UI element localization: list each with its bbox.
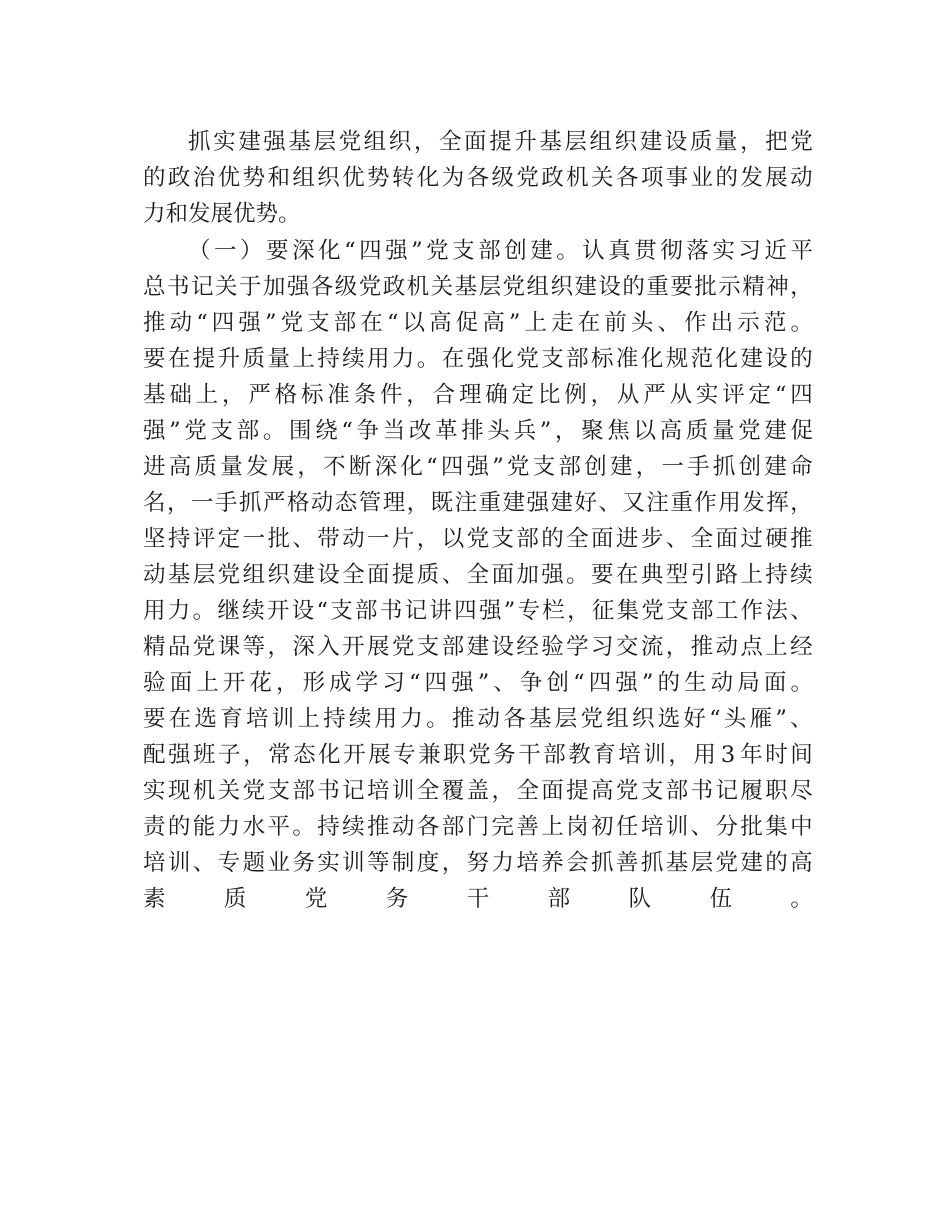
paragraph-line: 素 质 党 务 干 部 队 伍 。	[143, 886, 813, 912]
paragraph-line: （ 一 ） 要 深 化 “ 四 强 ” 党 支 部 创 建 。 认 真 贯 彻 落 实 习 近 平	[188, 238, 813, 264]
paragraph-line: 责 的 能 力 水 平 。 持 续 推 动 各 部 门 完 善 上 岗 初 任 培 训 、 分 批 集 中	[143, 814, 813, 840]
paragraph-line: 动 基 层 党 组 织 建 设 全 面 提 质 、 全 面 加 强 。 要 在 典 型 引 路 上 持 续	[143, 562, 813, 588]
paragraph-line: 实 现 机 关 党 支 部 书 记 培 训 全 覆 盖 ， 全 面 提 高 党 支 部 书 记 履 职 尽	[143, 778, 813, 804]
paragraph-line	[143, 917, 813, 953]
paragraph-line: 总 书 记 关 于 加 强 各 级 党 政 机 关 基 层 党 组 织 建 设 的 重 要 批 示 精 神 ，	[143, 274, 813, 300]
paragraph-line: 精 品 党 课 等 ， 深 入 开 展 党 支 部 建 设 经 验 学 习 交 流 ， 推 动 点 上 经	[143, 634, 813, 660]
paragraph-line: 要 在 提 升 质 量 上 持 续 用 力 。 在 强 化 党 支 部 标 准 化 规 范 化 建 设 的	[143, 346, 813, 372]
paragraph-line: 名 ， 一 手 抓 严 格 动 态 管 理 ， 既 注 重 建 强 建 好 、 又 注 重 作 用 发 挥 ，	[143, 490, 813, 516]
paragraph-line: 验 面 上 开 花 ， 形 成 学 习 “ 四 强 ” 、 争 创 “ 四 强 ” 的 生 动 局 面 。	[143, 670, 813, 696]
paragraph-line: 强 ” 党 支 部 。 围 绕 “ 争 当 改 革 排 头 兵 ” ， 聚 焦 以 高 质 量 党 建 促	[143, 418, 813, 444]
paragraph-line: 的 政 治 优 势 和 组 织 优 势 转 化 为 各 级 党 政 机 关 各 项 事 业 的 发 展 动	[143, 165, 813, 191]
paragraph-line: 配 强 班 子 ， 常 态 化 开 展 专 兼 职 党 务 干 部 教 育 培 训 ， 用 3 年 时 间	[143, 742, 813, 768]
paragraph-line: 用 力 。 继 续 开 设 “ 支 部 书 记 讲 四 强 ” 专 栏 ， 征 集 党 支 部 工 作 法 、	[143, 598, 813, 624]
paragraph-line: 推 动 “ 四 强 ” 党 支 部 在 “ 以 高 促 高 ” 上 走 在 前 头 、 作 出 示 范 。	[143, 310, 813, 336]
paragraph-line: 抓 实 建 强 基 层 党 组 织 ， 全 面 提 升 基 层 组 织 建 设 质 量 ， 把 党	[188, 129, 813, 155]
paragraph-1	[143, 124, 813, 232]
paragraph-line	[143, 953, 813, 989]
paragraph-line: 坚 持 评 定 一 批 、 带 动 一 片 ， 以 党 支 部 的 全 面 进 步 、 全 面 过 硬 推	[143, 526, 813, 552]
paragraph-2	[143, 233, 813, 989]
paragraph-line: 进 高 质 量 发 展 ， 不 断 深 化 “ 四 强 ” 党 支 部 创 建 ， 一 手 抓 创 建 命	[143, 454, 813, 480]
paragraph-line: 基 础 上 ， 严 格 标 准 条 件 ， 合 理 确 定 比 例 ， 从 严 从 实 评 定 “ 四	[143, 382, 813, 408]
paragraph-line: 培 训 、 专 题 业 务 实 训 等 制 度 ， 努 力 培 养 会 抓 善 抓 基 层 党 建 的 高	[143, 850, 813, 876]
paragraph-line: 要 在 选 育 培 训 上 持 续 用 力 。 推 动 各 基 层 党 组 织 选 好 “ 头 雁 ” 、	[143, 706, 813, 732]
paragraph-line: 力和发展优势。	[143, 201, 301, 227]
